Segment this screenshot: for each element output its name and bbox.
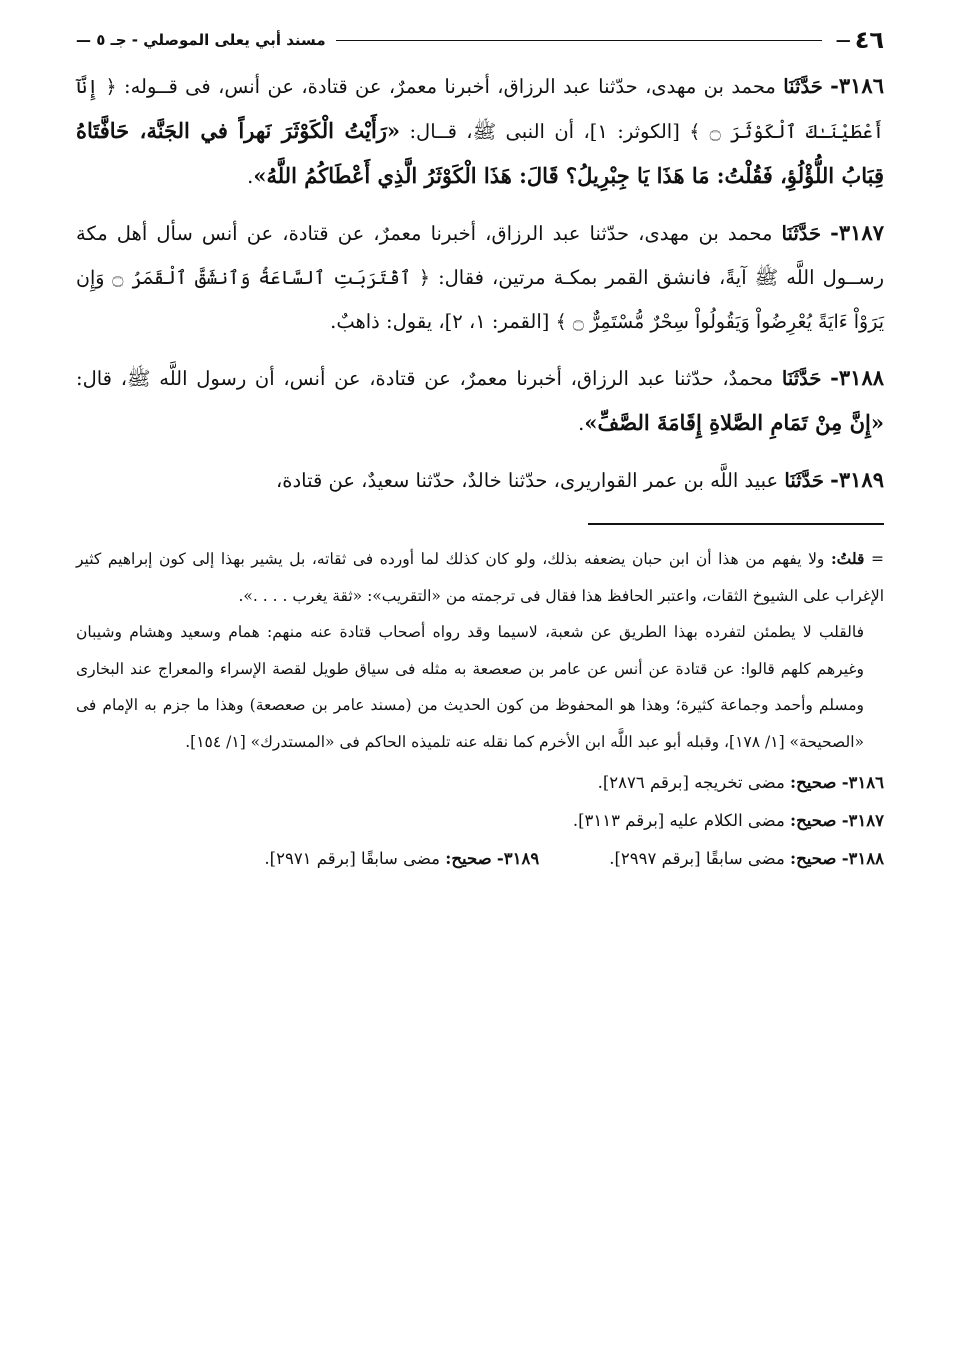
hadith-number: ٣١٨٧- <box>830 220 884 245</box>
takhrij-line <box>76 802 884 840</box>
footnote-separator <box>588 523 884 525</box>
takhrij-line <box>76 764 884 802</box>
hadith-3186 <box>76 64 884 199</box>
takhrij-text: مضى سابقًا [برقم ٢٩٧١]. <box>264 849 446 868</box>
takhrij-number: ٣١٨٧- <box>841 811 884 830</box>
footnote-qultu: قلتُ: <box>830 549 865 568</box>
takhrij-number: ٣١٨٨- <box>841 849 884 868</box>
quran-verse: ﴿ ٱقْتَرَبَتِ ٱلسَّاعَةُ وَٱنشَقَّ ٱلْقَمَرُ ۝ وَإِن يَرَوْاْ ءَايَةً يُعْرِضُواْ وَيَقُولُواْ سِحْرٌ مُّسْتَمِرٌّ ۝ ﴾ <box>76 267 884 333</box>
hadith-isnad-cont: [القمر: ١، ٢]، يقول: ذاهبٌ. <box>330 310 556 333</box>
takhrij-item <box>609 840 884 878</box>
hadith-lead: حَدَّثَنَا <box>781 222 822 245</box>
takhrij-number: ٣١٨٦- <box>841 773 884 792</box>
takhrij-section <box>76 764 884 878</box>
footnote-text: ولا يفهم من هذا أن ابن حبان يضعفه بذلك، ولو كان كذلك لما أورده فى ثقاته، بل يشير بهذا إلى كون إبراهيم كثير الإغراب على الشيوخ الثقات، واعتبر الحافظ هذا فقال فى ترجمته من «التقريب»: «ثقة يغرب . . . .». <box>76 550 884 605</box>
takhrij-grade: صحيح: <box>790 849 837 868</box>
hadith-lead: حَدَّثَنَا <box>783 75 823 98</box>
takhrij-number: ٣١٨٩- <box>496 849 540 868</box>
book-page <box>76 22 884 878</box>
hadith-number: ٣١٨٩- <box>830 467 884 492</box>
footnotes <box>76 541 884 760</box>
takhrij-grade: صحيح: <box>790 811 837 830</box>
takhrij-item <box>264 840 539 878</box>
hadith-isnad: محمدٌ، حدّثنا عبد الرزاق، أخبرنا معمرٌ، عن قتادة، عن أنس، أن رسول اللَّه ﷺ، قال: <box>76 367 782 390</box>
takhrij-grade: صحيح: <box>790 773 837 792</box>
hadith-end: . <box>247 165 254 188</box>
footnote-paragraph <box>76 541 884 614</box>
hadith-3187 <box>76 211 884 344</box>
hadith-isnad: محمد بن مهدى، حدّثنا عبد الرزاق، أخبرنا معمرٌ، عن قتادة، عن أنس سأل أهل مكة رســول اللَّه ﷺ آيةً، فانشق القمر بمكـة مرتين، فقال: <box>76 222 884 289</box>
takhrij-text: مضى تخريجه [برقم ٢٨٧٦]. <box>597 773 791 792</box>
footnote-continuation-marker: = <box>871 550 884 568</box>
page-header <box>76 22 884 58</box>
hadith-end: . <box>578 412 585 435</box>
takhrij-text: مضى الكلام عليه [برقم ٣١١٣]. <box>572 811 791 830</box>
hadith-3188 <box>76 356 884 446</box>
takhrij-text: مضى سابقًا [برقم ٢٩٩٧]. <box>609 849 791 868</box>
header-rule <box>336 40 822 41</box>
quran-verse: ﴿ إِنَّآ أَعْطَيْنَـٰكَ ٱلْكَوْثَرَ ۝ ﴾ <box>76 76 884 143</box>
hadith-number: ٣١٨٨- <box>830 365 885 390</box>
footnote-paragraph: فالقلب لا يطمئن لتفرده بهذا الطريق عن شعبة، لاسيما وقد رواه أصحاب قتادة عنه منهم: همام وسعيد وهشام وشيبان وغيرهم كلهم قالوا: عن قتادة عن أنس عن عامر بن صعصعة به مثله فى سياق طويل لقصة الإسراء والمعراج عند البخارى ومسلم وأحمد وجماعة كثيرة؛ وهذا هو المحفوظ من كون الحديث من (مسند عامر بن صعصعة) وهذا ما جزم به الإمام فى «الصحيحة» [١/ ١٧٨]، وقبله أبو عبد اللَّه ابن الأخرم كما نقله عنه تلميذه الحاكم فى «المستدرك» [١/ ١٥٤]. <box>76 623 864 751</box>
header-dash: — <box>835 31 851 49</box>
running-title: مسند أبي يعلى الموصلي - جـ ٥ — <box>76 31 326 49</box>
hadith-isnad-cont: [الكوثر: ١]، أن النبى ﷺ، قــال: <box>400 120 690 143</box>
page-number: ٤٦ <box>854 26 884 54</box>
hadith-3189 <box>76 458 884 503</box>
hadith-matn: «رَأَيْتُ الْكَوْثَرَ نَهراً في الجَنَّة، حَافَّتَاهُ قِبَابُ اللُّؤْلُؤِ، فَقُلْتُ: مَا هَذَا يَا جِبْرِيلُ؟ قَالَ: هَذَا الْكَوْثَرُ الَّذِي أَعْطَاكُمُ اللَّهُ» <box>76 118 884 188</box>
hadith-matn: «إِنَّ مِنْ تَمَامِ الصَّلاةِ إِقَامَةَ الصَّفِّ» <box>584 410 884 435</box>
takhrij-line-pair <box>76 840 884 878</box>
hadith-isnad: عبيد اللَّه بن عمر القواريرى، حدّثنا خالدٌ، حدّثنا سعيدٌ، عن قتادة، <box>275 469 785 492</box>
hadith-isnad: محمد بن مهدى، حدّثنا عبد الرزاق، أخبرنا معمرٌ، عن قتادة، عن أنس، فى قــوله: <box>116 75 784 98</box>
hadith-lead: حَدَّثَنَا <box>784 469 824 492</box>
takhrij-grade: صحيح: <box>445 849 492 868</box>
hadith-lead: حَدَّثَنَا <box>781 367 822 390</box>
hadith-number: ٣١٨٦- <box>830 73 884 98</box>
